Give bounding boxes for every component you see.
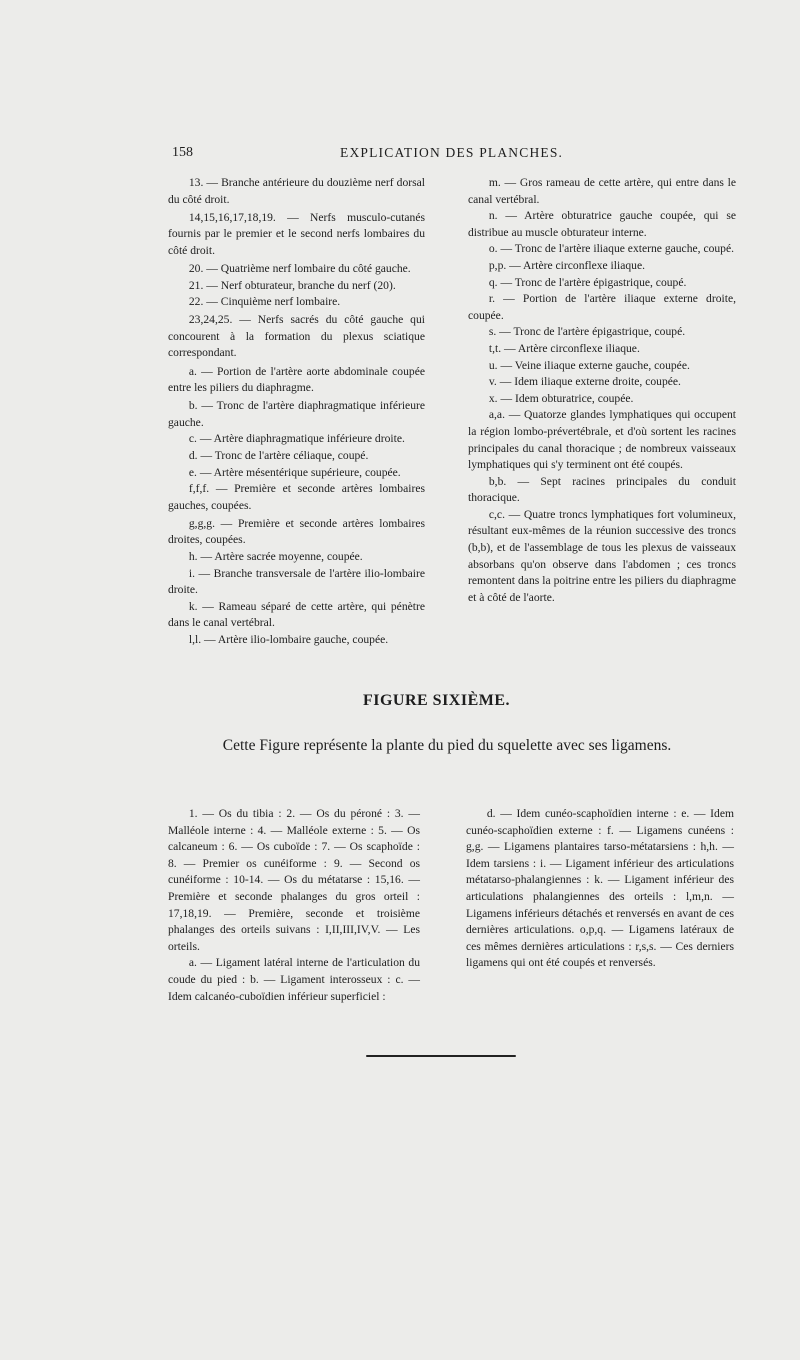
legend-entry: e. — Artère mésentérique supérieure, coupée. <box>188 465 401 479</box>
legend-entry: p,p. — Artère circonflexe iliaque. <box>488 258 646 272</box>
legend-entry: l,l. — Artère ilio-lombaire gauche, coupée. <box>188 633 389 647</box>
legend-entry: x. — Idem obturatrice, coupée. <box>488 391 634 405</box>
left-column-bottom <box>168 806 420 1005</box>
legend-entry: 21. — Nerf obturateur, branche du nerf (20). <box>188 278 396 292</box>
legend-entry: 20. — Quatrième nerf lombaire du côté gauche. <box>188 261 411 275</box>
legend-entry: b,b. — Sept racines principales du conduit thoracique. <box>468 474 736 505</box>
legend-entry: 14,15,16,17,18,19. — Nerfs musculo-cutanés fournis par le premier et le second nerfs lombaires du côté droit. <box>168 210 425 257</box>
legend-paragraph: a. — Ligament latéral interne de l'articulation du coude du pied : b. — Ligament interosseux : c. — Idem calcanéo-cuboïdien inférieur superficiel : <box>168 956 420 1003</box>
legend-entry: a,a. — Quatorze glandes lymphatiques qui occupent la région lombo-prévertébrale, et d'où sortent les racines principales du canal thoracique ; de nombreux vaisseaux lymphatiques qui s'y terminent ont été coupés. <box>468 408 736 472</box>
figure-title: FIGURE SIXIÈME. <box>362 692 511 709</box>
legend-entry: f,f,f. — Première et seconde artères lombaires gauches, coupées. <box>168 482 425 512</box>
legend-entry: h. — Artère sacrée moyenne, coupée. <box>188 550 363 564</box>
legend-entry: v. — Idem iliaque externe droite, coupée. <box>488 375 681 389</box>
legend-entry: 22. — Cinquième nerf lombaire. <box>188 295 341 309</box>
legend-entry: c,c. — Quatre troncs lymphatiques fort volumineux, résultant eux-mêmes de la réunion successive des troncs (b,b), et de l'assemblage de tous les plexus de vaisseaux absorbans qu'on observe dans l'abdomen ; ces troncs remontent dans la poitrine entre les piliers du diaphragme et à côté de l'aorte. <box>468 507 736 604</box>
legend-entry: n. — Artère obturatrice gauche coupée, qui se distribue au muscle obturateur interne. <box>468 209 736 239</box>
legend-entry: 23,24,25. — Nerfs sacrés du côté gauche qui concourent à la formation du plexus sciatique correspondant. <box>168 313 425 360</box>
legend-entry: i. — Branche transversale de l'artère ilio-lombaire droite. <box>168 566 425 597</box>
left-column-top <box>168 175 425 649</box>
legend-entry: k. — Rameau séparé de cette artère, qui pénètre dans le canal vertébral. <box>168 599 425 630</box>
legend-entry: c. — Artère diaphragmatique inférieure droite. <box>188 432 405 446</box>
legend-entry: q. — Tronc de l'artère épigastrique, coupé. <box>488 275 687 289</box>
legend-entry: t,t. — Artère circonflexe iliaque. <box>488 341 640 355</box>
legend-entry: d. — Tronc de l'artère céliaque, coupé. <box>188 449 369 462</box>
right-column-top <box>468 175 736 606</box>
legend-entry: r. — Portion de l'artère iliaque externe droite, coupée. <box>468 292 736 322</box>
page-number: 158 <box>172 145 193 160</box>
legend-paragraph: 1. — Os du tibia : 2. — Os du péroné : 3. — Malléole interne : 4. — Malléole externe : 5. — Os calcaneum : 6. — Os cuboïde : 7. — Os scaphoïde : 8. — Premier os cunéiforme : 9. — Second os cunéiforme : 10-14. — Os du métatarse : 15,16. — Première et seconde phalanges du gros orteil : 17,18,19. — Première, seconde et troisième phalanges des orteils suivans : I,II,III,IV,V. — Les orteils. <box>168 807 420 953</box>
right-column-bottom <box>466 806 734 972</box>
legend-entry: 13. — Branche antérieure du douzième nerf dorsal du côté droit. <box>168 176 425 206</box>
ornamental-rule <box>366 1055 516 1057</box>
legend-entry: a. — Portion de l'artère aorte abdominale coupée entre les piliers du diaphragme. <box>168 364 425 395</box>
running-header: EXPLICATION DES PLANCHES. <box>340 145 564 160</box>
legend-paragraph: d. — Idem cunéo-scaphoïdien interne : e. — Idem cunéo-scaphoïdien externe : f. — Ligamens cunéens : g,g. — Ligamens plantaires tarso-métatarsiens : h,h. — Idem tarsiens : i. — Ligament inférieur des articulations métatarso-phalangiennes : k. — Ligament inférieur des articulations phalangiennes des orteils : l,m,n. — Ligamens inférieurs détachés et renversés en avant de ces dernières articulations. o,p,q. — Ligamens latéraux de ces mêmes dernières articulations : r,s,s. — Ces derniers ligamens qui ont été coupés et renversés. <box>466 807 734 970</box>
legend-entry: s. — Tronc de l'artère épigastrique, coupé. <box>488 325 686 339</box>
legend-entry: u. — Veine iliaque externe gauche, coupée. <box>488 358 690 372</box>
figure-caption: Cette Figure représente la plante du pied du squelette avec ses ligamens. <box>222 737 672 754</box>
legend-entry: o. — Tronc de l'artère iliaque externe gauche, coupé. <box>488 242 735 256</box>
legend-entry: m. — Gros rameau de cette artère, qui entre dans le canal vertébral. <box>468 176 736 206</box>
legend-entry: b. — Tronc de l'artère diaphragmatique inférieure gauche. <box>168 399 425 429</box>
legend-entry: g,g,g. — Première et seconde artères lombaires droites, coupées. <box>168 516 425 547</box>
